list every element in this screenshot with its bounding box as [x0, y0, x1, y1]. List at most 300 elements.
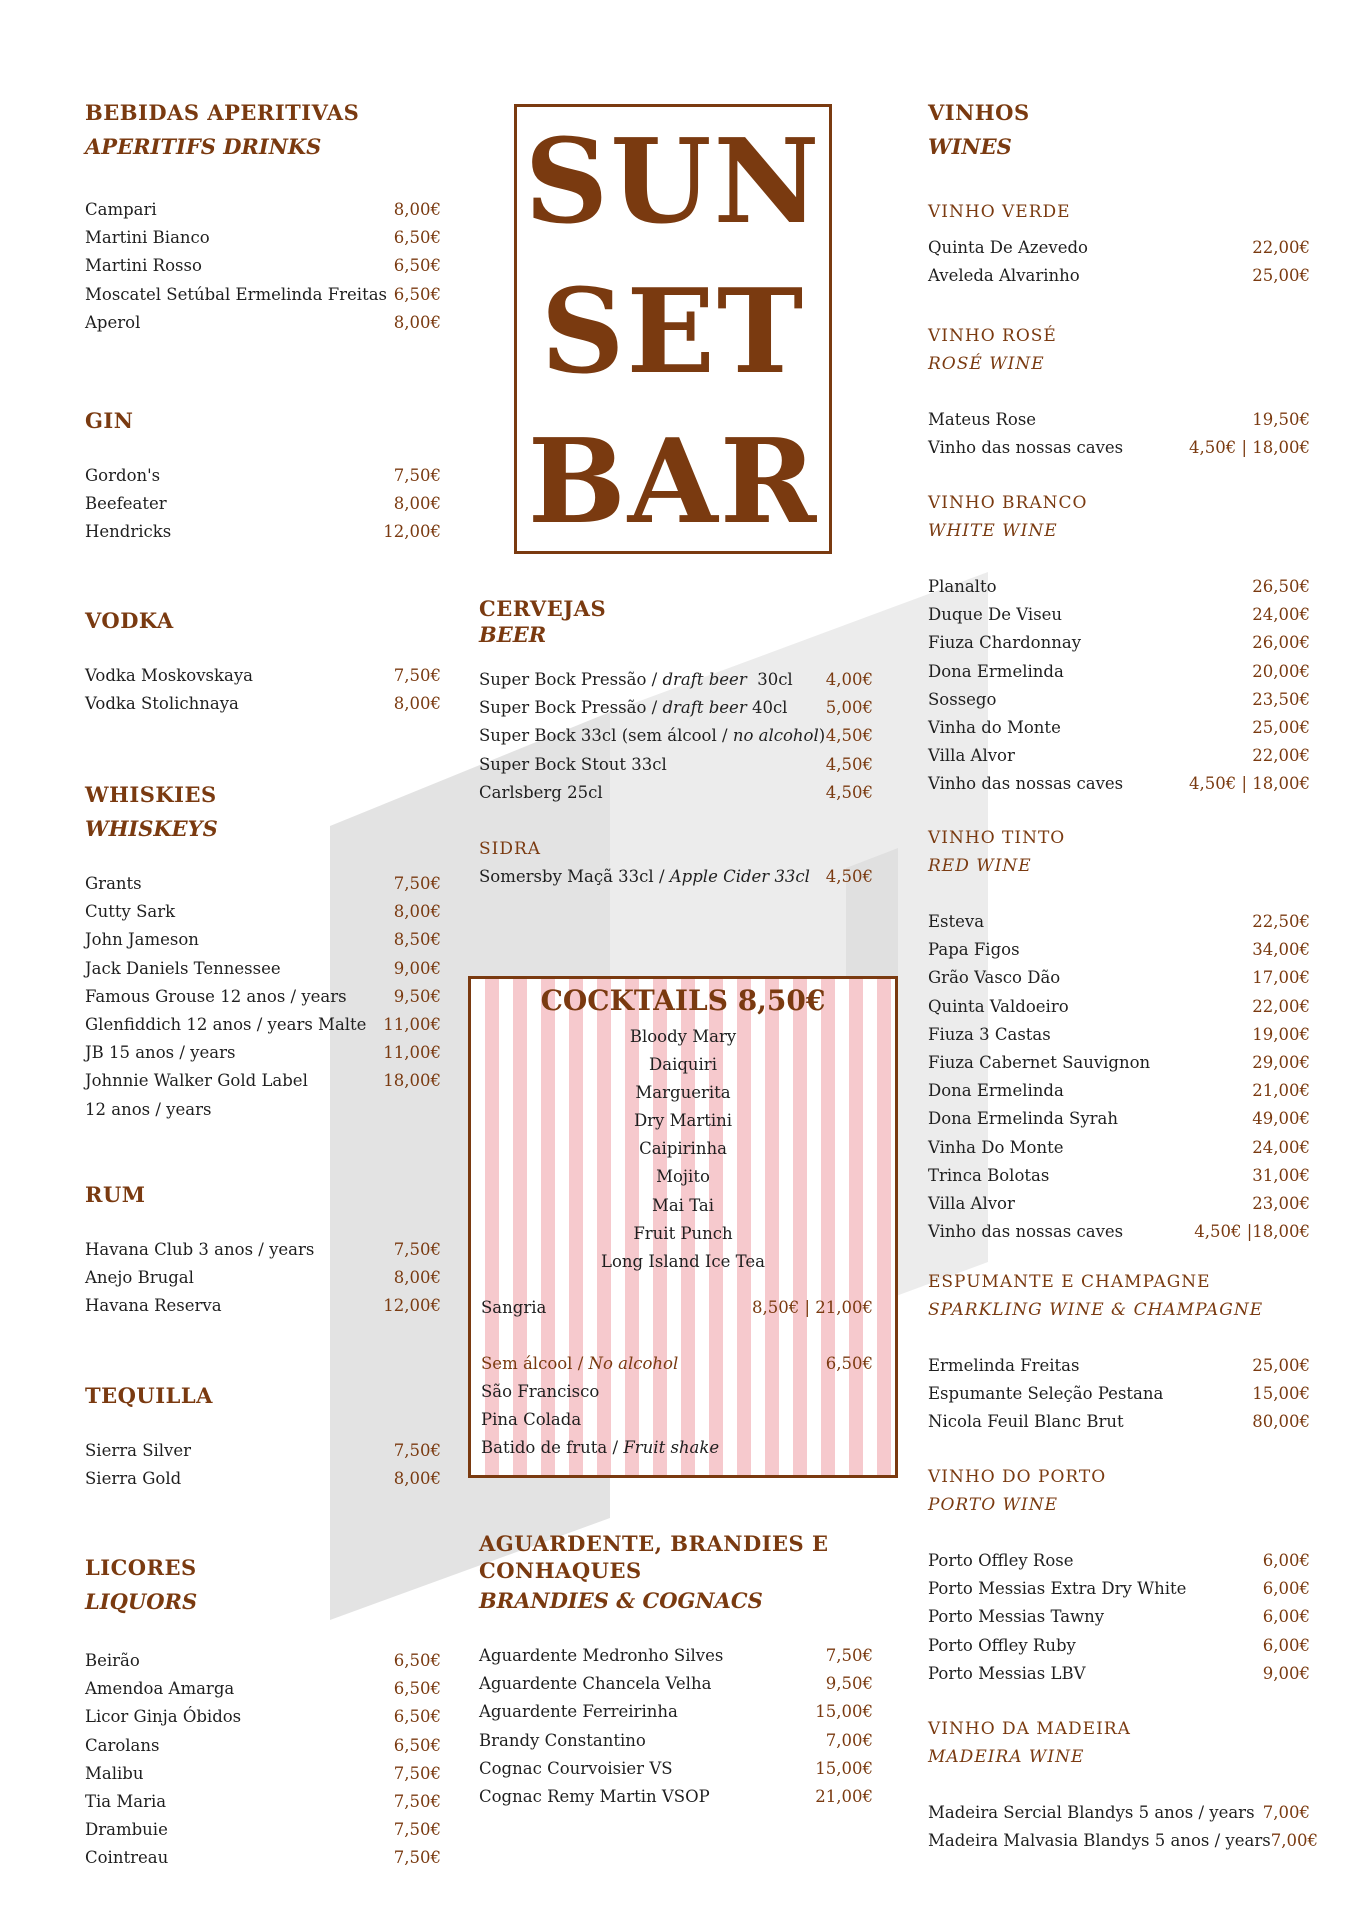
list-item: [85, 870, 441, 898]
item-price: 4,50€: [825, 782, 873, 802]
list-item: [85, 1437, 441, 1465]
list-item: [85, 898, 441, 926]
item-price: 22,00€: [1252, 746, 1310, 766]
list-item: [479, 779, 873, 807]
sidra-name-english: Apple Cider 33cl: [669, 867, 810, 887]
item-price: 23,50€: [1252, 689, 1310, 709]
item-name: Havana Club 3 anos / years: [85, 1240, 315, 1259]
list-item: [928, 262, 1310, 290]
vinho-rose-section: [928, 322, 1310, 462]
list-item: [928, 1162, 1310, 1190]
item-name: Fiuza Cabernet Sauvignon: [928, 1053, 1151, 1073]
list-item: [85, 252, 441, 280]
list-item: [928, 770, 1310, 798]
item-name: [479, 694, 787, 722]
item-price: 18,00€: [383, 1071, 441, 1091]
list-item: [928, 234, 1310, 262]
beer-name-part: Carlsberg 25cl: [479, 782, 603, 802]
list-item: [928, 1547, 1310, 1575]
licores-list: [85, 1647, 441, 1873]
list-item: [479, 1727, 873, 1755]
list-item: [928, 1380, 1310, 1408]
madeira-list: [928, 1799, 1318, 1855]
list-item: [479, 1670, 873, 1698]
porto-subtitle: PORTO WINE: [928, 1495, 1059, 1515]
beer-title: CERVEJAS: [479, 596, 607, 621]
list-item: [85, 690, 441, 718]
cocktails-title: COCKTAILS 8,50€: [540, 984, 826, 1017]
beer-name-part: Super Bock Pressão /: [479, 698, 663, 718]
item-price: 4,00€: [825, 670, 873, 689]
vodka-list: [85, 662, 441, 718]
list-item: [85, 281, 441, 309]
item-price: 6,00€: [1262, 1551, 1310, 1570]
item-price: 5,00€: [825, 698, 873, 718]
cocktail-item: Mojito: [656, 1167, 710, 1187]
list-item: [85, 1732, 441, 1760]
item-name: Johnnie Walker Gold Label: [85, 1071, 308, 1091]
list-item: [85, 1096, 441, 1124]
vinho-branco-title: VINHO BRANCO: [928, 493, 1088, 513]
aperitifs-title: BEBIDAS APERITIVAS: [85, 100, 360, 125]
list-item: [479, 1642, 873, 1670]
list-item: [85, 1675, 441, 1703]
item-price: 26,00€: [1252, 633, 1310, 653]
list-item: [85, 518, 441, 546]
item-price: 8,00€: [393, 1268, 441, 1288]
whiskies-subtitle: WHISKEYS: [85, 816, 218, 841]
vinho-verde-list: [928, 234, 1310, 290]
item-name: Porto Messias Extra Dry White: [928, 1579, 1187, 1599]
vodka-title: VODKA: [85, 608, 174, 633]
item-price: 7,50€: [393, 466, 441, 485]
sangria-price: 8,50€ | 21,00€: [751, 1297, 873, 1317]
item-name: Beefeater: [85, 494, 167, 514]
list-item: [479, 722, 873, 750]
beer-name-part: Super Bock 33cl (sem álcool /: [479, 726, 733, 746]
item-name: John Jameson: [85, 930, 199, 950]
list-item: [928, 714, 1310, 742]
item-name: Grants: [85, 874, 142, 893]
no-alcohol-en: No alcohol: [588, 1353, 679, 1373]
rum-list: [85, 1236, 441, 1321]
vinho-rose-list: [928, 406, 1310, 462]
item-price: 6,50€: [393, 284, 441, 304]
item-name: Aguardente Chancela Velha: [479, 1674, 712, 1694]
item-price: 22,00€: [1252, 996, 1310, 1016]
item-name: Brandy Constantino: [479, 1730, 646, 1750]
list-item: [479, 1698, 873, 1726]
espumante-list: [928, 1352, 1310, 1437]
vodka-section: [85, 604, 441, 718]
item-name: Dona Ermelinda: [928, 661, 1064, 681]
no-alcohol-item: Pina Colada: [481, 1410, 582, 1430]
item-name: Jack Daniels Tennessee: [85, 958, 281, 978]
item-price: 7,50€: [393, 666, 441, 685]
list-item: [928, 1632, 1310, 1660]
item-name: [479, 666, 793, 694]
item-price: 6,00€: [1262, 1635, 1310, 1655]
licores-subtitle: LIQUORS: [85, 1589, 198, 1614]
item-price: 4,50€: [825, 754, 873, 774]
item-price: 6,50€: [393, 256, 441, 276]
item-name: [479, 722, 825, 750]
sangria-row: [471, 1294, 895, 1322]
list-item: [479, 666, 873, 694]
item-price: 25,00€: [1252, 1356, 1310, 1375]
item-name: Porto Messias Tawny: [928, 1607, 1105, 1627]
list-item: [928, 629, 1310, 657]
item-name: Aguardente Medronho Silves: [479, 1646, 724, 1665]
cocktail-item: Caipirinha: [639, 1139, 727, 1159]
list-item: [928, 1218, 1310, 1246]
list-item: [85, 1647, 441, 1675]
list-item: [928, 573, 1310, 601]
sidra-name: Somersby Maçã 33cl /: [479, 867, 670, 887]
wines-header: [928, 96, 1310, 164]
list-item: [928, 601, 1310, 629]
item-price: 7,00€: [1262, 1803, 1310, 1822]
item-price: 22,00€: [1252, 238, 1310, 257]
item-price: 4,50€ | 18,00€: [1188, 774, 1310, 794]
item-name: Beirão: [85, 1651, 140, 1670]
madeira-section: [928, 1715, 1318, 1855]
item-price: 9,50€: [825, 1674, 873, 1694]
espumante-subtitle: SPARKLING WINE & CHAMPAGNE: [928, 1300, 1264, 1320]
list-item: [928, 936, 1310, 964]
list-item: [85, 1011, 441, 1039]
item-price: 6,50€: [393, 228, 441, 248]
brandies-title-line1: AGUARDENTE, BRANDIES E: [479, 1531, 829, 1556]
item-price: 7,50€: [393, 1240, 441, 1259]
fruit-shake-en: Fruit shake: [623, 1438, 720, 1458]
beer-name-part: no alcohol: [732, 726, 819, 746]
item-price: 19,00€: [1252, 1024, 1310, 1044]
beer-name-part: Super Bock Stout 33cl: [479, 754, 667, 774]
item-name: Famous Grouse 12 anos / years: [85, 986, 347, 1006]
no-alcohol-price: 6,50€: [825, 1353, 873, 1373]
vinho-verde-title: VINHO VERDE: [928, 202, 1071, 222]
item-price: 15,00€: [815, 1702, 873, 1722]
aperitifs-list: [85, 196, 441, 337]
list-item: [928, 1077, 1310, 1105]
item-name: Villa Alvor: [928, 746, 1015, 766]
list-item: [479, 1755, 873, 1783]
item-name: [479, 751, 667, 779]
list-item: [928, 1134, 1310, 1162]
item-name: Cognac Remy Martin VSOP: [479, 1787, 710, 1807]
cocktail-item: Mai Tai: [651, 1195, 715, 1215]
beer-subtitle: BEER: [479, 622, 547, 647]
item-price: 9,00€: [1262, 1663, 1310, 1683]
cocktails-list: [471, 1023, 895, 1276]
item-price: 8,00€: [393, 200, 441, 219]
item-name: Vodka Moskovskaya: [85, 666, 253, 685]
list-item: [85, 1816, 441, 1844]
item-price: 8,00€: [393, 312, 441, 332]
vinho-tinto-subtitle: RED WINE: [928, 856, 1032, 876]
porto-section: [928, 1463, 1310, 1688]
item-name: Nicola Feuil Blanc Brut: [928, 1412, 1124, 1432]
list-item: [85, 1844, 441, 1872]
item-name: Vinha Do Monte: [928, 1137, 1064, 1157]
tequilla-list: [85, 1437, 441, 1493]
item-name: Tia Maria: [85, 1792, 167, 1812]
list-item: [85, 1264, 441, 1292]
list-item: [928, 686, 1310, 714]
item-name: Quinta Valdoeiro: [928, 996, 1069, 1016]
gin-list: [85, 462, 441, 547]
item-name: Martini Rosso: [85, 256, 202, 276]
brandies-subtitle: BRANDIES & COGNACS: [479, 1588, 763, 1613]
item-name: Dona Ermelinda: [928, 1081, 1064, 1101]
beer-section: [479, 596, 873, 891]
madeira-title: VINHO DA MADEIRA: [928, 1719, 1131, 1739]
item-price: 12,00€: [383, 1296, 441, 1316]
cocktails-box: [468, 976, 898, 1478]
item-name: Vinho das nossas caves: [928, 774, 1124, 794]
list-item: [928, 1021, 1310, 1049]
list-item: [85, 1703, 441, 1731]
item-price: 7,50€: [393, 1820, 441, 1840]
item-name: Amendoa Amarga: [85, 1679, 235, 1699]
tequilla-section: [85, 1379, 441, 1493]
item-price: 4,50€ |18,00€: [1194, 1222, 1310, 1242]
item-price: 4,50€: [825, 867, 873, 887]
item-name: Campari: [85, 200, 157, 219]
list-item: [85, 462, 441, 490]
list-item: [928, 1352, 1310, 1380]
item-price: 29,00€: [1252, 1053, 1310, 1073]
item-price: 8,00€: [393, 902, 441, 922]
vinho-branco-subtitle: WHITE WINE: [928, 521, 1058, 541]
item-price: 4,50€: [825, 726, 873, 746]
list-item: [928, 742, 1310, 770]
brandies-list: [479, 1642, 873, 1811]
item-price: 23,00€: [1252, 1194, 1310, 1214]
item-name: Malibu: [85, 1763, 144, 1783]
item-price: 8,50€: [393, 930, 441, 950]
cocktail-item: Dry Martini: [633, 1111, 733, 1131]
list-item: [85, 1788, 441, 1816]
item-price: 19,50€: [1252, 410, 1310, 429]
item-name: Porto Offley Rose: [928, 1551, 1074, 1570]
list-item: [928, 964, 1310, 992]
item-name: Gordon's: [85, 466, 161, 485]
logo-word-bar: BAR: [527, 414, 819, 550]
list-item: [85, 309, 441, 337]
list-item: [85, 224, 441, 252]
cocktail-item: Long Island Ice Tea: [601, 1251, 765, 1271]
list-item: [85, 1760, 441, 1788]
list-item: [928, 1799, 1310, 1827]
item-price: 20,00€: [1252, 661, 1310, 681]
item-name: Papa Figos: [928, 940, 1020, 960]
item-price: 24,00€: [1252, 605, 1310, 625]
logo-word-sun: SUN: [524, 114, 822, 250]
item-name: Fiuza 3 Castas: [928, 1024, 1051, 1044]
item-price: 34,00€: [1252, 940, 1310, 960]
beer-name-part: ): [818, 726, 826, 746]
item-price: 7,00€: [825, 1730, 873, 1750]
vinho-branco-list: [928, 573, 1310, 799]
item-price: 21,00€: [1252, 1081, 1310, 1101]
item-name: Drambuie: [85, 1820, 168, 1840]
list-item: [928, 1049, 1310, 1077]
item-price: 9,50€: [393, 986, 441, 1006]
sidra-title: SIDRA: [479, 839, 542, 860]
licores-title: LICORES: [85, 1555, 197, 1580]
vinho-rose-subtitle: ROSÉ WINE: [928, 354, 1045, 374]
list-item: [479, 694, 873, 722]
item-name: Planalto: [928, 577, 997, 596]
item-name: Glenfiddich 12 anos / years Malte: [85, 1015, 367, 1035]
beer-name-part: 40cl: [746, 698, 788, 718]
item-name: Hendricks: [85, 522, 172, 542]
item-name: Aperol: [85, 312, 141, 332]
item-name: Licor Ginja Óbidos: [85, 1707, 242, 1727]
list-item: [928, 434, 1310, 462]
list-item: [85, 983, 441, 1011]
item-price: 31,00€: [1252, 1165, 1310, 1185]
list-item: [479, 751, 873, 779]
item-price: 7,50€: [393, 1441, 441, 1460]
beer-name-part: draft beer: [662, 698, 747, 718]
item-price: 22,50€: [1252, 912, 1310, 931]
porto-list: [928, 1547, 1310, 1688]
list-item: [85, 1039, 441, 1067]
whiskies-section: [85, 778, 441, 1124]
item-price: 6,50€: [393, 1707, 441, 1727]
item-name: JB 15 anos / years: [85, 1043, 236, 1063]
item-price: 8,00€: [393, 1469, 441, 1489]
item-name: Martini Bianco: [85, 228, 210, 248]
item-name: Porto Offley Ruby: [928, 1635, 1076, 1655]
item-name: Havana Reserva: [85, 1296, 222, 1316]
no-alcohol-row: [471, 1350, 895, 1378]
item-name: Carolans: [85, 1735, 160, 1755]
whiskies-title: WHISKIES: [85, 782, 217, 807]
item-name: Cognac Courvoisier VS: [479, 1758, 673, 1778]
item-price: 26,50€: [1252, 577, 1310, 596]
gin-section: [85, 404, 441, 547]
beer-name-part: Super Bock Pressão /: [479, 670, 663, 689]
list-item: [85, 662, 441, 690]
sunset-bar-logo: [514, 104, 832, 554]
item-price: 6,00€: [1262, 1607, 1310, 1627]
item-name: Grão Vasco Dão: [928, 968, 1061, 988]
item-name: Cutty Sark: [85, 902, 176, 922]
item-name: Sierra Gold: [85, 1469, 182, 1489]
licores-section: [85, 1551, 441, 1873]
fruit-shake-name: [481, 1434, 719, 1462]
logo-word-set: SET: [540, 264, 806, 400]
item-name: Vodka Stolichnaya: [85, 694, 239, 714]
item-price: 11,00€: [383, 1043, 441, 1063]
cocktail-item: Marguerita: [635, 1083, 731, 1103]
item-price: 8,00€: [393, 694, 441, 714]
item-name: Dona Ermelinda Syrah: [928, 1109, 1119, 1129]
brandies-section: [479, 1530, 873, 1811]
item-name: Anejo Brugal: [85, 1268, 194, 1288]
item-price: 4,50€ | 18,00€: [1188, 438, 1310, 458]
aperitifs-subtitle: APERITIFS DRINKS: [85, 134, 322, 159]
cocktail-item: Fruit Punch: [633, 1223, 733, 1243]
item-price: 7,50€: [393, 1763, 441, 1783]
list-item: [928, 908, 1310, 936]
item-name: Ermelinda Freitas: [928, 1356, 1080, 1375]
beer-name-part: 30cl: [746, 670, 793, 689]
whiskies-list: [85, 870, 441, 1124]
item-name: Esteva: [928, 912, 985, 931]
cocktail-item: Daiquiri: [649, 1055, 717, 1075]
vinho-verde-section: [928, 198, 1310, 290]
item-name: Quinta De Azevedo: [928, 238, 1088, 257]
item-price: 25,00€: [1252, 718, 1310, 738]
rum-section: [85, 1178, 441, 1321]
no-alcohol-list: [471, 1378, 895, 1434]
list-item: [928, 993, 1310, 1021]
list-item: [479, 863, 873, 891]
vinho-tinto-title: VINHO TINTO: [928, 828, 1066, 848]
item-name: 12 anos / years: [85, 1099, 212, 1119]
list-item: [928, 1190, 1310, 1218]
item-name: Duque De Viseu: [928, 605, 1063, 625]
list-item: [85, 196, 441, 224]
no-alcohol-item: São Francisco: [481, 1382, 600, 1402]
fruit-shake-pt: Batido de fruta /: [481, 1438, 624, 1458]
list-item: [928, 1408, 1310, 1436]
madeira-subtitle: MADEIRA WINE: [928, 1747, 1085, 1767]
wines-subtitle: WINES: [928, 134, 1012, 159]
no-alcohol-pt: Sem álcool /: [481, 1353, 589, 1373]
list-item: [928, 658, 1310, 686]
item-price: 11,00€: [383, 1015, 441, 1035]
item-price: 6,50€: [393, 1651, 441, 1670]
item-price: 9,00€: [393, 958, 441, 978]
sangria-name: Sangria: [481, 1297, 547, 1317]
item-price: 24,00€: [1252, 1137, 1310, 1157]
item-price: 7,50€: [393, 1848, 441, 1868]
item-price: 21,00€: [815, 1787, 873, 1807]
porto-title: VINHO DO PORTO: [928, 1467, 1107, 1487]
item-price: 8,00€: [393, 494, 441, 514]
list-item: [928, 1105, 1310, 1133]
item-name: Espumante Seleção Pestana: [928, 1384, 1164, 1404]
aperitifs-section: [85, 96, 441, 337]
item-name: Vinho das nossas caves: [928, 1222, 1124, 1242]
item-name: Fiuza Chardonnay: [928, 633, 1082, 653]
vinho-branco-section: [928, 489, 1310, 799]
item-price: 49,00€: [1252, 1109, 1310, 1129]
item-price: 7,50€: [393, 874, 441, 893]
list-item: [928, 1575, 1310, 1603]
beer-name-part: draft beer: [662, 670, 747, 689]
item-price: 6,00€: [1262, 1579, 1310, 1599]
item-price: 80,00€: [1252, 1412, 1310, 1432]
item-price: 7,50€: [393, 1792, 441, 1812]
list-item: [85, 490, 441, 518]
list-item: [928, 1603, 1310, 1631]
beer-list: [479, 666, 873, 807]
item-name: Trinca Bolotas: [928, 1165, 1050, 1185]
tequilla-title: TEQUILLA: [85, 1383, 213, 1408]
list-item: [85, 955, 441, 983]
item-price: 12,00€: [383, 522, 441, 542]
item-price: 7,50€: [825, 1646, 873, 1665]
list-item: [85, 1236, 441, 1264]
item-price: 15,00€: [815, 1758, 873, 1778]
